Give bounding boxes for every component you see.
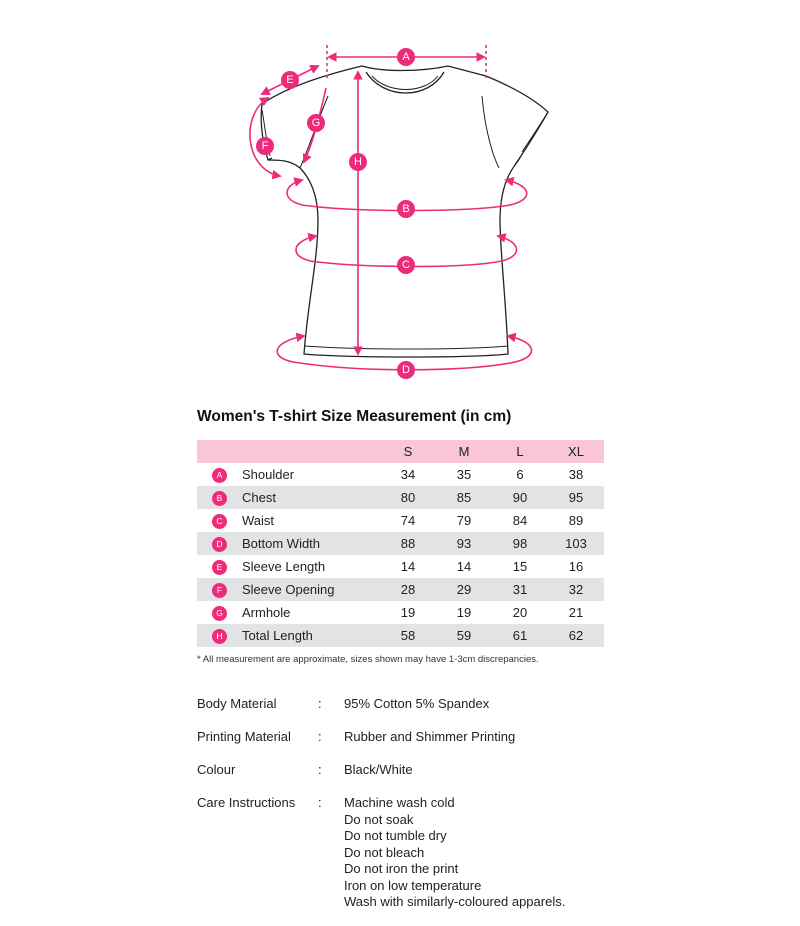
marker-badge: D <box>212 537 227 552</box>
marker-badge: F <box>212 583 227 598</box>
size-header-s: S <box>403 444 413 459</box>
cell-m: 19 <box>456 605 472 620</box>
measurement-guides <box>250 45 532 370</box>
cell-l: 31 <box>512 582 528 597</box>
cell-s: 34 <box>400 467 416 482</box>
table-row <box>197 532 604 555</box>
row-name: Sleeve Opening <box>242 582 335 597</box>
cell-m: 85 <box>456 490 472 505</box>
cell-l: 84 <box>512 513 528 528</box>
cell-m: 29 <box>456 582 472 597</box>
care-list <box>344 795 565 911</box>
cell-s: 74 <box>400 513 416 528</box>
marker-badge: H <box>212 629 227 644</box>
cell-l: 15 <box>512 559 528 574</box>
cell-xl: 95 <box>568 490 584 505</box>
row-name: Chest <box>242 490 276 505</box>
marker-badge: E <box>212 560 227 575</box>
cell-xl: 62 <box>568 628 584 643</box>
size-header-xl: XL <box>568 444 584 459</box>
table-row <box>197 624 604 647</box>
spec-separator: : <box>318 729 322 744</box>
disclaimer-note: * All measurement are approximate, sizes shown may have 1-3cm discrepancies. <box>197 654 539 665</box>
marker-e <box>281 71 299 89</box>
table-row <box>197 601 604 624</box>
marker-f <box>256 137 274 155</box>
cell-m: 35 <box>456 467 472 482</box>
svg-text:H: H <box>354 156 362 168</box>
spec-separator: : <box>318 762 322 777</box>
marker-badge: G <box>212 606 227 621</box>
cell-xl: 32 <box>568 582 584 597</box>
cell-l: 90 <box>512 490 528 505</box>
size-table <box>197 440 604 647</box>
care-item: Machine wash cold <box>344 795 455 810</box>
spec-label: Colour <box>197 762 236 777</box>
spec-value: Rubber and Shimmer Printing <box>344 729 516 744</box>
svg-text:E: E <box>286 74 294 86</box>
svg-text:B: B <box>402 203 410 215</box>
marker-c <box>397 256 415 274</box>
svg-text:C: C <box>402 259 410 271</box>
marker-badge: B <box>212 491 227 506</box>
cell-m: 59 <box>456 628 472 643</box>
cell-s: 80 <box>400 490 416 505</box>
svg-text:D: D <box>402 364 410 376</box>
spec-label: Body Material <box>197 696 277 711</box>
care-item: Do not bleach <box>344 844 425 860</box>
marker-d <box>397 361 415 379</box>
spec-value: Black/White <box>344 762 413 777</box>
spec-separator: : <box>318 795 322 810</box>
row-name: Sleeve Length <box>242 559 326 574</box>
spec-label: Printing Material <box>197 729 291 744</box>
spec-value: 95% Cotton 5% Spandex <box>344 696 490 711</box>
cell-xl: 16 <box>568 559 584 574</box>
cell-l: 20 <box>512 605 528 620</box>
cell-m: 14 <box>456 559 472 574</box>
tshirt-measurement-diagram <box>0 0 800 400</box>
row-name: Bottom Width <box>242 536 321 551</box>
svg-text:A: A <box>402 51 410 63</box>
cell-xl: 89 <box>568 513 584 528</box>
marker-g <box>307 114 325 132</box>
marker-h <box>349 153 367 171</box>
spec-label: Care Instructions <box>197 795 296 810</box>
table-row <box>197 486 604 509</box>
svg-text:G: G <box>311 117 321 129</box>
care-item: Iron on low temperature <box>344 877 482 893</box>
cell-xl: 103 <box>565 536 587 551</box>
care-item: Wash with similarly-coloured apparels. <box>344 894 566 909</box>
row-name: Total Length <box>242 628 313 643</box>
svg-text:F: F <box>261 140 269 152</box>
table-row <box>197 463 604 486</box>
marker-b <box>397 200 415 218</box>
row-name: Waist <box>242 513 275 528</box>
spec-separator: : <box>318 696 322 711</box>
table-row <box>197 555 604 578</box>
cell-l: 98 <box>512 536 528 551</box>
row-name: Armhole <box>242 605 291 620</box>
cell-l: 61 <box>512 628 528 643</box>
cell-m: 79 <box>456 513 472 528</box>
care-item: Do not tumble dry <box>344 828 447 843</box>
cell-s: 19 <box>400 605 416 620</box>
cell-s: 28 <box>400 582 416 597</box>
page-title: Women's T-shirt Size Measurement (in cm) <box>197 408 512 425</box>
cell-s: 14 <box>400 559 416 574</box>
size-table-header-row <box>197 440 604 463</box>
cell-xl: 21 <box>568 605 584 620</box>
marker-badge: A <box>212 468 227 483</box>
care-item: Do not soak <box>344 811 414 827</box>
cell-s: 88 <box>400 536 416 551</box>
cell-xl: 38 <box>568 467 584 482</box>
size-header-m: M <box>458 444 470 459</box>
table-row <box>197 578 604 601</box>
marker-a <box>397 48 415 66</box>
marker-badge: C <box>212 514 227 529</box>
table-row <box>197 509 604 532</box>
cell-l: 6 <box>516 467 524 482</box>
row-name: Shoulder <box>242 467 295 482</box>
cell-s: 58 <box>400 628 416 643</box>
care-item: Do not iron the print <box>344 861 459 876</box>
size-header-l: L <box>516 444 524 459</box>
cell-m: 93 <box>456 536 472 551</box>
